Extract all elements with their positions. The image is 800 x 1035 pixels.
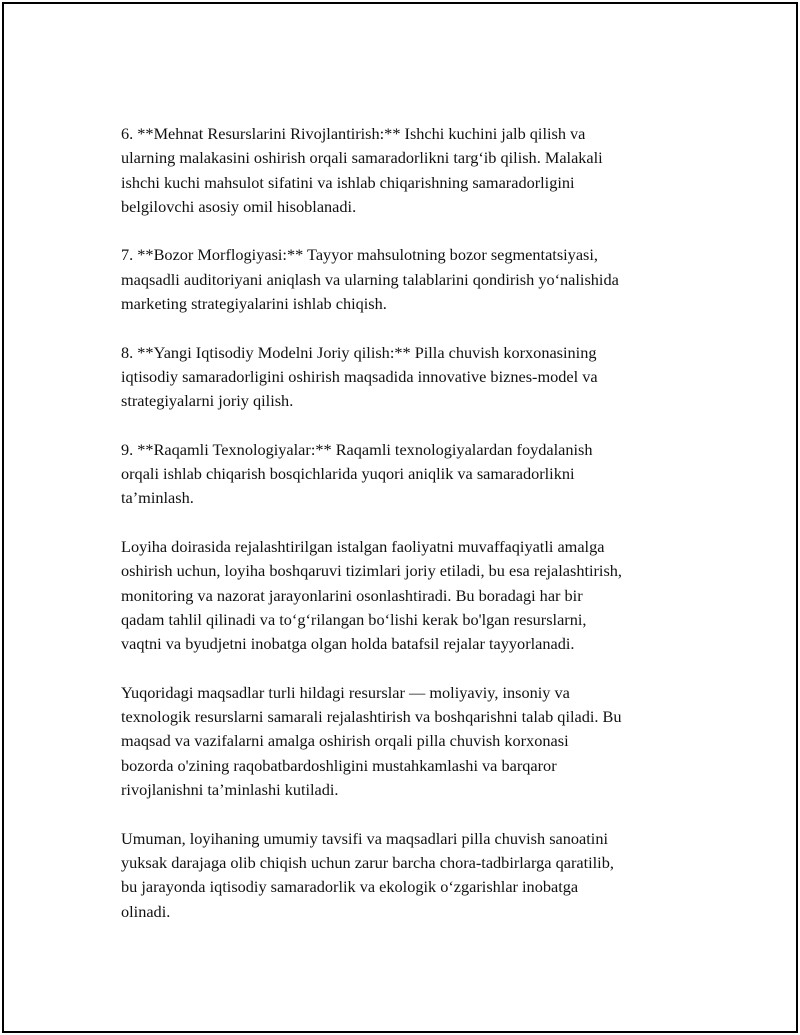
paragraph-item-6: 6. **Mehnat Resurslarini Rivojlantirish:** Ishchi kuchini jalb qilish va ularning malakasini oshirish orqali samaradorlikni targ‘ib qilish. Malakali ishchi kuchi mahsulot sifatini va ishlab chiqarishning samaradorligini belgilovchi asosiy omil hisoblanadi. bbox=[121, 124, 603, 216]
paragraph-conclusion: Umuman, loyihaning umumiy tavsifi va maqsadlari pilla chuvish sanoatini yuksak darajaga olib chiqish uchun zarur barcha chora-tadbirlarga qaratilib, bu jarayonda iqtisodiy samaradorlik va ekologik o‘zgarishlar inobatga olinadi. bbox=[121, 828, 614, 921]
document-body bbox=[121, 122, 701, 948]
paragraph-project-management: Loyiha doirasida rejalashtirilgan istalgan faoliyatni muvaffaqiyatli amalga oshirish uchun, loyiha boshqaruvi tizimlari joriy etiladi, bu esa rejalashtirish, monitoring va nazorat jarayonlarini osonlashtiradi. Bu boradagi har bir qadam tahlil qilinadi va to‘g‘rilangan bo‘lishi kerak bo'lgan resurslarni, vaqtni va byudjetni inobatga olgan holda batafsil rejalar tayyorlanadi. bbox=[121, 537, 622, 654]
paragraph-item-8: 8. **Yangi Iqtisodiy Modelni Joriy qilish:** Pilla chuvish korxonasining iqtisodiy samaradorligini oshirish maqsadida innovative biznes-model va strategiyalarni joriy qilish. bbox=[121, 342, 598, 411]
paragraph-item-7: 7. **Bozor Morflogiyasi:** Tayyor mahsulotning bozor segmentatsiyasi, maqsadli auditoriyani aniqlash va ularning talablarini qondirish yo‘nalishida marketing strategiyalarini ishlab chiqish. bbox=[121, 245, 619, 314]
page-frame bbox=[2, 2, 798, 1033]
paragraph-item-9: 9. **Raqamli Texnologiyalar:** Raqamli texnologiyalardan foydalanish orqali ishlab chiqarish bosqichlarida yuqori aniqlik va samaradorlikni ta’minlash. bbox=[121, 439, 593, 508]
paragraph-resources: Yuqoridagi maqsadlar turli hildagi resurslar — moliyaviy, insoniy va texnologik resurslarni samarali rejalashtirish va boshqarishni talab qiladi. Bu maqsad va vazifalarni amalga oshirish orqali pilla chuvish korxonasi bozorda o'zining raqobatbardoshligini mustahkamlashi va barqaror rivojlanishni ta’minlashi kutiladi. bbox=[121, 682, 622, 800]
